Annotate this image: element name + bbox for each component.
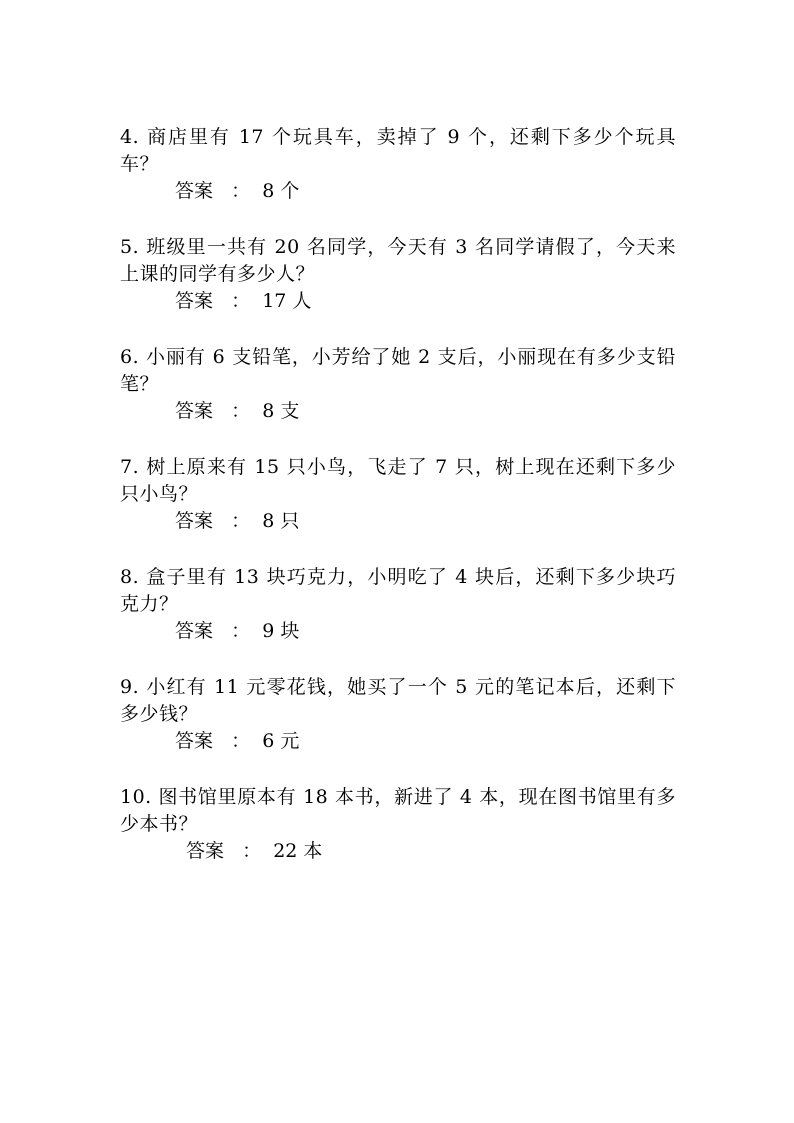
question-text: 8. 盒子里有 13 块巧克力，小明吃了 4 块后，还剩下多少块巧克力？ bbox=[120, 566, 676, 615]
problem-5 bbox=[120, 234, 676, 315]
answer-text: 答案 ： 22 本 bbox=[186, 840, 323, 862]
question-text: 5. 班级里一共有 20 名同学，今天有 3 名同学请假了，今天来上课的同学有多少人？ bbox=[120, 236, 676, 285]
problem-4 bbox=[120, 124, 676, 205]
problem-10 bbox=[120, 784, 676, 865]
answer-text: 答案 ： 17 人 bbox=[175, 290, 312, 312]
problem-9 bbox=[120, 674, 676, 755]
question-text: 6. 小丽有 6 支铅笔，小芳给了她 2 支后，小丽现在有多少支铅笔？ bbox=[120, 346, 676, 395]
question-text: 9. 小红有 11 元零花钱，她买了一个 5 元的笔记本后，还剩下多少钱？ bbox=[120, 676, 676, 725]
question-text: 4. 商店里有 17 个玩具车，卖掉了 9 个，还剩下多少个玩具车？ bbox=[120, 126, 676, 175]
problem-7 bbox=[120, 454, 676, 535]
answer-text: 答案 ： 9 块 bbox=[175, 620, 300, 642]
question-text: 10. 图书馆里原本有 18 本书，新进了 4 本，现在图书馆里有多少本书？ bbox=[120, 786, 676, 835]
problem-6 bbox=[120, 344, 676, 425]
problem-8 bbox=[120, 564, 676, 645]
answer-text: 答案 ： 6 元 bbox=[175, 730, 300, 752]
question-text: 7. 树上原来有 15 只小鸟，飞走了 7 只，树上现在还剩下多少只小鸟？ bbox=[120, 456, 676, 505]
answer-text: 答案 ： 8 支 bbox=[175, 400, 300, 422]
answer-text: 答案 ： 8 个 bbox=[175, 180, 300, 202]
answer-text: 答案 ： 8 只 bbox=[175, 510, 300, 532]
